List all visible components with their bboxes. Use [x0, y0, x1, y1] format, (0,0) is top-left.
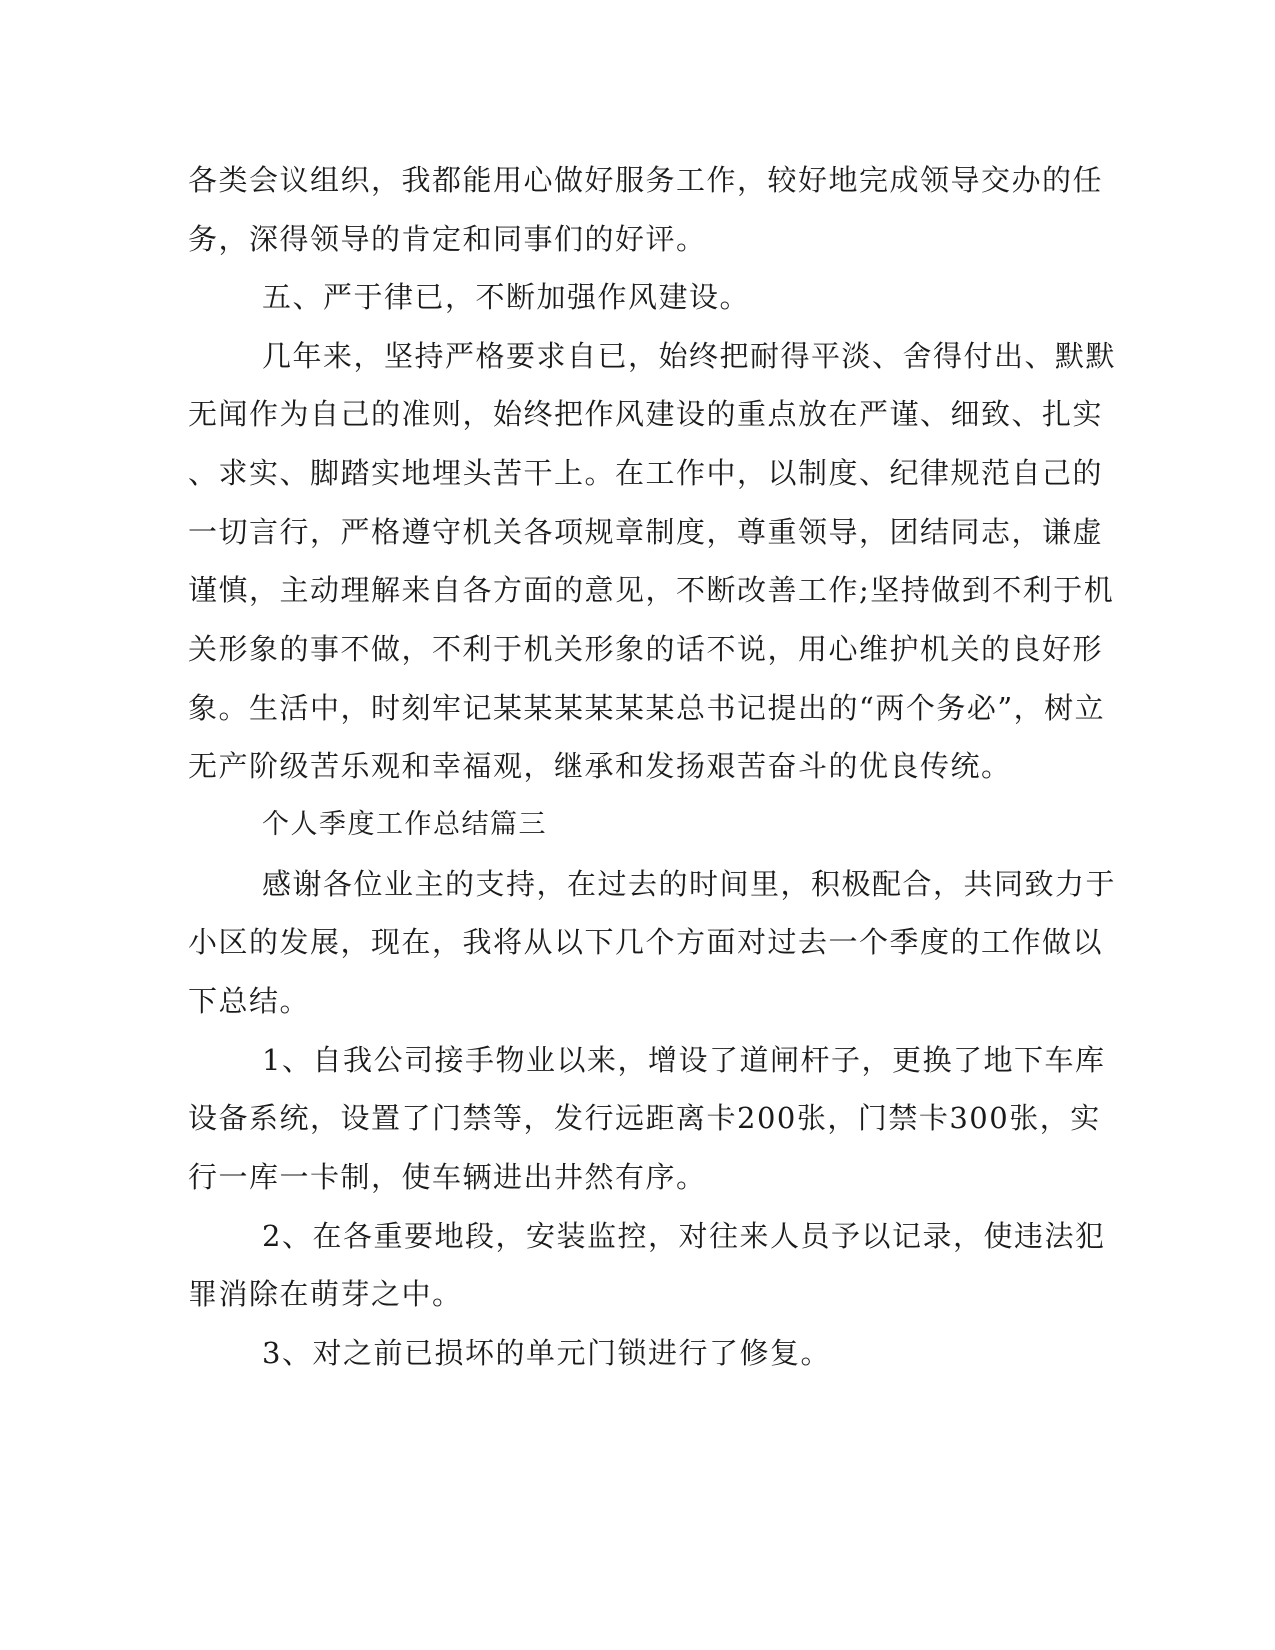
section-heading: 五、严于律已，不断加强作风建设。	[262, 280, 751, 314]
text-line: 关形象的事不做，不利于机关形象的话不说，用心维护机关的良好形	[188, 632, 1104, 666]
text-line: 罪消除在萌芽之中。	[188, 1277, 463, 1311]
text-line: 各类会议组织，我都能用心做好服务工作，较好地完成领导交办的任	[188, 163, 1104, 197]
text-line: 无闻作为自己的准则，始终把作风建设的重点放在严谨、细致、扎实	[188, 397, 1104, 431]
text-line: 设备系统，设置了门禁等，发行远距离卡200张，门禁卡300张，实	[188, 1101, 1101, 1135]
text-line: 小区的发展，现在，我将从以下几个方面对过去一个季度的工作做以	[188, 925, 1104, 959]
text-line: 象。生活中，时刻牢记某某某某某某总书记提出的“两个务必”，树立	[188, 691, 1106, 725]
list-item: 3、对之前已损坏的单元门锁进行了修复。	[262, 1336, 831, 1370]
section-title: 个人季度工作总结篇三	[262, 809, 547, 840]
text-line: 务，深得领导的肯定和同事们的好评。	[188, 222, 707, 256]
text-line: 无产阶级苦乐观和幸福观，继承和发扬艰苦奋斗的优良传统。	[188, 749, 1012, 783]
list-item: 1、自我公司接手物业以来，增设了道闸杆子，更换了地下车库	[262, 1043, 1106, 1077]
text-line: 感谢各位业主的支持，在过去的时间里，积极配合，共同致力于	[262, 867, 1117, 901]
text-line: 、求实、脚踏实地埋头苦干上。在工作中，以制度、纪律规范自己的	[188, 456, 1104, 490]
text-line: 谨慎，主动理解来自各方面的意见，不断改善工作;坚持做到不利于机	[188, 573, 1115, 607]
text-line: 几年来，坚持严格要求自已，始终把耐得平淡、舍得付出、默默	[262, 339, 1117, 373]
text-line: 一切言行，严格遵守机关各项规章制度，尊重领导，团结同志，谦虚	[188, 515, 1104, 549]
text-line: 行一库一卡制，使车辆进出井然有序。	[188, 1160, 707, 1194]
list-item: 2、在各重要地段，安装监控，对往来人员予以记录，使违法犯	[262, 1219, 1106, 1253]
text-line: 下总结。	[188, 984, 311, 1018]
